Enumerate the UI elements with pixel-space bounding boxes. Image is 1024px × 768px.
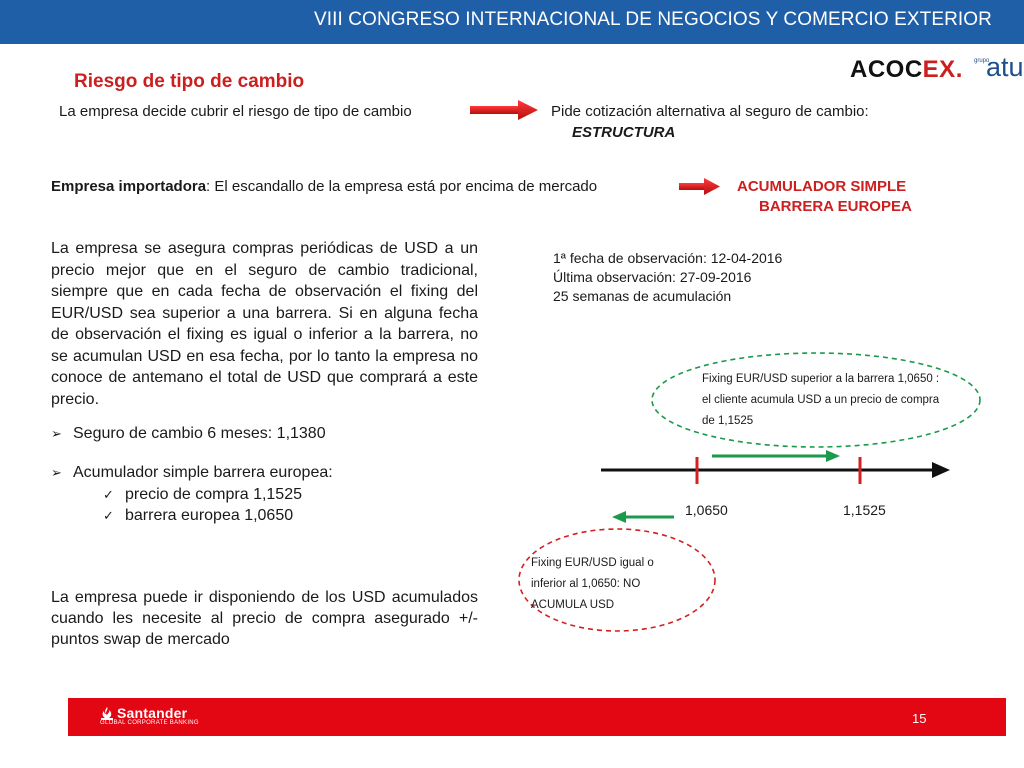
bullet-forward: ➢ Seguro de cambio 6 meses: 1,1380 xyxy=(51,425,326,442)
footer-bar xyxy=(68,698,1006,736)
product-name-line2: BARRERA EUROPEA xyxy=(759,198,912,215)
check-icon: ✓ xyxy=(103,487,114,502)
santander-logo: Santander GLOBAL CORPORATE BANKING xyxy=(100,705,199,726)
decision-result: Pide cotización alternativa al seguro de cambio: xyxy=(551,103,869,120)
first-observation-date: 1ª fecha de observación: 12-04-2016 xyxy=(553,250,783,266)
importer-label: Empresa importadora xyxy=(51,178,207,195)
no-accumulate-note: Fixing EUR/USD igual o inferior al 1,0650: NO ACUMULA USD xyxy=(531,557,654,611)
closing-paragraph: La empresa puede ir disponiendo de los USD acumulados cuando les necesite al precio de compra asegurado +/- puntos swap de mercado xyxy=(51,589,478,648)
accumulation-weeks: 25 semanas de acumulación xyxy=(553,288,732,304)
bullet-barrier: ✓ barrera europea 1,0650 xyxy=(103,507,294,524)
bullet-accumulator: ➢ Acumulador simple barrera europea: xyxy=(51,464,333,481)
right-arrow-icon xyxy=(826,450,840,462)
product-name-line1: ACUMULADOR SIMPLE xyxy=(737,178,907,195)
page-number: 15 xyxy=(912,711,927,726)
left-arrow-icon xyxy=(612,511,626,523)
arrow-bullet-icon: ➢ xyxy=(51,426,62,441)
acocex-logo: ACOCEX. xyxy=(850,56,963,83)
bullet-purchase-price: ✓ precio de compra 1,1525 xyxy=(103,486,302,503)
axis-arrow-icon xyxy=(932,462,950,478)
right-arrow-icon xyxy=(679,178,720,195)
flame-icon xyxy=(100,707,114,720)
header-title: VIII CONGRESO INTERNACIONAL DE NEGOCIOS Y COMERCIO EXTERIOR xyxy=(313,9,992,30)
section-title: Riesgo de tipo de cambio xyxy=(74,71,305,92)
description-paragraph: La empresa se asegura compras periódicas de USD a un precio mejor que en el seguro de cambio tradicional, siempre que en cada fecha de observación el fixing del EUR/USD sea superior a una barrera. Si en alguna fecha de observación el fixing es igual o inferior a la barrera, no se acumulan USD en esa fecha, por lo tanto la empresa no conoce de antemano el total de USD que comprará a este precio. xyxy=(51,240,478,408)
accumulate-note: Fixing EUR/USD superior a la barrera 1,0650 : el cliente acumula USD a un precio de compra de 1,1525 xyxy=(702,373,940,427)
decision-text: La empresa decide cubrir el riesgo de tipo de cambio xyxy=(59,103,412,120)
barrier-value-label: 1,0650 xyxy=(685,502,728,518)
purchase-price-label: 1,1525 xyxy=(843,502,886,518)
last-observation-date: Última observación: 27-09-2016 xyxy=(553,269,752,285)
atu-logo-prefix: grupo xyxy=(974,58,990,64)
right-arrow-icon xyxy=(470,100,538,120)
importer-text: : El escandallo de la empresa está por encima de mercado xyxy=(206,178,598,195)
arrow-bullet-icon: ➢ xyxy=(51,465,62,480)
check-icon: ✓ xyxy=(103,508,114,523)
atu-logo: atu xyxy=(986,52,1024,82)
decision-result-structure: ESTRUCTURA xyxy=(572,124,676,141)
